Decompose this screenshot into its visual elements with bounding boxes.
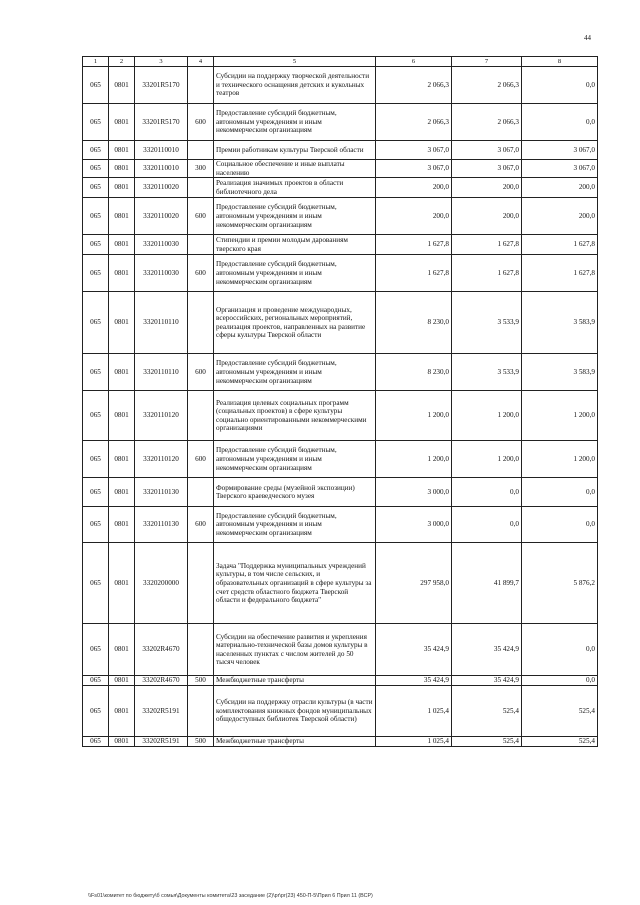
cell-admin-code: 065 <box>83 507 109 543</box>
cell-amount-year2: 200,0 <box>452 178 522 198</box>
cell-expense-type <box>188 292 214 354</box>
cell-name: Формирование среды (музейной экспозиции) Тверского краеведческого музея <box>214 478 376 507</box>
cell-admin-code: 065 <box>83 235 109 255</box>
cell-expense-type: 500 <box>188 676 214 686</box>
cell-amount-year2: 3 533,9 <box>452 354 522 391</box>
cell-amount-year2: 3 533,9 <box>452 292 522 354</box>
cell-amount-year3: 0,0 <box>522 676 598 686</box>
column-header: 6 <box>376 57 452 67</box>
table-row <box>83 624 598 676</box>
cell-amount-year1: 3 000,0 <box>376 507 452 543</box>
cell-expense-type <box>188 478 214 507</box>
cell-expense-type <box>188 178 214 198</box>
cell-name: Субсидии на поддержку отрасли культуры (в части комплектования книжных фондов муниципальных общедоступных библиотек Тверской области) <box>214 685 376 736</box>
cell-section-code: 0801 <box>109 736 135 746</box>
cell-section-code: 0801 <box>109 292 135 354</box>
table-row <box>83 104 598 141</box>
table-row <box>83 255 598 292</box>
cell-admin-code: 065 <box>83 292 109 354</box>
cell-amount-year1: 297 958,0 <box>376 543 452 624</box>
cell-name: Реализация значимых проектов в области библиотечного дела <box>214 178 376 198</box>
cell-amount-year2: 525,4 <box>452 685 522 736</box>
table-row <box>83 141 598 160</box>
cell-amount-year3: 3 067,0 <box>522 141 598 160</box>
cell-name: Стипендии и премии молодым дарованиям тверского края <box>214 235 376 255</box>
cell-admin-code: 065 <box>83 104 109 141</box>
cell-section-code: 0801 <box>109 235 135 255</box>
cell-target-article: 33201R5170 <box>135 104 188 141</box>
cell-section-code: 0801 <box>109 624 135 676</box>
cell-amount-year1: 2 066,3 <box>376 67 452 104</box>
table-row <box>83 676 598 686</box>
cell-amount-year1: 1 025,4 <box>376 685 452 736</box>
cell-amount-year1: 35 424,9 <box>376 624 452 676</box>
cell-target-article: 3320110130 <box>135 507 188 543</box>
cell-amount-year3: 3 067,0 <box>522 160 598 178</box>
column-header: 1 <box>83 57 109 67</box>
cell-amount-year3: 3 583,9 <box>522 354 598 391</box>
cell-section-code: 0801 <box>109 676 135 686</box>
column-header: 4 <box>188 57 214 67</box>
column-header: 5 <box>214 57 376 67</box>
cell-expense-type: 600 <box>188 104 214 141</box>
cell-admin-code: 065 <box>83 354 109 391</box>
table-body <box>83 67 598 747</box>
table-row <box>83 292 598 354</box>
cell-section-code: 0801 <box>109 391 135 441</box>
cell-target-article: 3320110010 <box>135 160 188 178</box>
cell-expense-type <box>188 235 214 255</box>
cell-amount-year3: 1 200,0 <box>522 441 598 478</box>
table-row <box>83 478 598 507</box>
cell-amount-year3: 0,0 <box>522 507 598 543</box>
table-row <box>83 391 598 441</box>
cell-admin-code: 065 <box>83 478 109 507</box>
cell-name: Премии работникам культуры Тверской области <box>214 141 376 160</box>
table-row <box>83 736 598 746</box>
cell-name: Субсидии на обеспечение развития и укрепления материально-технической базы домов культуры в населенных пунктах с числом жителей до 50 тысяч человек <box>214 624 376 676</box>
cell-expense-type: 600 <box>188 441 214 478</box>
cell-expense-type <box>188 141 214 160</box>
cell-target-article: 3320110120 <box>135 391 188 441</box>
cell-amount-year3: 0,0 <box>522 67 598 104</box>
table-row <box>83 507 598 543</box>
cell-name: Межбюджетные трансферты <box>214 736 376 746</box>
table-row <box>83 441 598 478</box>
table-row <box>83 235 598 255</box>
cell-section-code: 0801 <box>109 543 135 624</box>
cell-amount-year1: 35 424,9 <box>376 676 452 686</box>
cell-name: Субсидии на поддержку творческой деятельности и технического оснащения детских и кукольных театров <box>214 67 376 104</box>
cell-admin-code: 065 <box>83 685 109 736</box>
cell-amount-year1: 3 067,0 <box>376 160 452 178</box>
cell-amount-year2: 525,4 <box>452 736 522 746</box>
cell-admin-code: 065 <box>83 543 109 624</box>
cell-name: Социальное обеспечение и иные выплаты населению <box>214 160 376 178</box>
cell-section-code: 0801 <box>109 160 135 178</box>
cell-section-code: 0801 <box>109 104 135 141</box>
cell-name: Предоставление субсидий бюджетным, автономным учреждениям и иным некоммерческим организациям <box>214 507 376 543</box>
cell-amount-year1: 8 230,0 <box>376 354 452 391</box>
cell-section-code: 0801 <box>109 441 135 478</box>
cell-amount-year1: 1 200,0 <box>376 441 452 478</box>
cell-expense-type <box>188 543 214 624</box>
budget-table <box>82 56 598 747</box>
cell-target-article: 33202R4670 <box>135 624 188 676</box>
cell-target-article: 3320110130 <box>135 478 188 507</box>
cell-target-article: 3320200000 <box>135 543 188 624</box>
cell-target-article: 3320110020 <box>135 198 188 235</box>
cell-amount-year2: 200,0 <box>452 198 522 235</box>
cell-admin-code: 065 <box>83 441 109 478</box>
cell-amount-year1: 200,0 <box>376 178 452 198</box>
cell-section-code: 0801 <box>109 478 135 507</box>
header-row <box>83 57 598 67</box>
cell-target-article: 33202R4670 <box>135 676 188 686</box>
cell-amount-year3: 1 627,8 <box>522 235 598 255</box>
cell-name: Предоставление субсидий бюджетным, автономным учреждениям и иным некоммерческим организациям <box>214 255 376 292</box>
cell-amount-year3: 3 583,9 <box>522 292 598 354</box>
cell-name: Предоставление субсидий бюджетным, автономным учреждениям и иным некоммерческим организациям <box>214 198 376 235</box>
cell-amount-year2: 41 899,7 <box>452 543 522 624</box>
table-row <box>83 685 598 736</box>
cell-admin-code: 065 <box>83 67 109 104</box>
table-row <box>83 543 598 624</box>
cell-admin-code: 065 <box>83 391 109 441</box>
cell-amount-year3: 0,0 <box>522 624 598 676</box>
cell-amount-year1: 1 627,8 <box>376 235 452 255</box>
cell-admin-code: 065 <box>83 676 109 686</box>
cell-name: Реализация целевых социальных программ (социальных проектов) в сфере культуры социально ориентированными некоммерческими организациями <box>214 391 376 441</box>
cell-target-article: 33201R5170 <box>135 67 188 104</box>
cell-section-code: 0801 <box>109 141 135 160</box>
cell-name: Предоставление субсидий бюджетным, автономным учреждениям и иным некоммерческим организациям <box>214 354 376 391</box>
table-row <box>83 178 598 198</box>
cell-amount-year1: 200,0 <box>376 198 452 235</box>
cell-amount-year1: 3 067,0 <box>376 141 452 160</box>
cell-target-article: 33202R5191 <box>135 736 188 746</box>
cell-amount-year1: 1 025,4 <box>376 736 452 746</box>
cell-admin-code: 065 <box>83 178 109 198</box>
cell-amount-year2: 1 627,8 <box>452 235 522 255</box>
cell-section-code: 0801 <box>109 255 135 292</box>
cell-name: Предоставление субсидий бюджетным, автономным учреждениям и иным некоммерческим организациям <box>214 104 376 141</box>
cell-amount-year2: 0,0 <box>452 507 522 543</box>
table-row <box>83 198 598 235</box>
column-header: 2 <box>109 57 135 67</box>
cell-expense-type <box>188 391 214 441</box>
cell-expense-type: 600 <box>188 507 214 543</box>
cell-amount-year3: 1 200,0 <box>522 391 598 441</box>
table-row <box>83 354 598 391</box>
cell-target-article: 3320110110 <box>135 354 188 391</box>
cell-amount-year2: 1 200,0 <box>452 391 522 441</box>
cell-admin-code: 065 <box>83 141 109 160</box>
table-row <box>83 67 598 104</box>
cell-amount-year2: 2 066,3 <box>452 104 522 141</box>
cell-amount-year1: 2 066,3 <box>376 104 452 141</box>
cell-amount-year3: 0,0 <box>522 478 598 507</box>
cell-expense-type: 600 <box>188 198 214 235</box>
cell-amount-year3: 1 627,8 <box>522 255 598 292</box>
cell-target-article: 3320110030 <box>135 255 188 292</box>
page-number: 44 <box>584 34 591 42</box>
file-path-footer: \\Fs01\комитет по бюджету\б сомья\Документы комитета\23 заседание (2)\pr\pr(23) 450-П-5\Прил 6 Прил 11 (ВСР) <box>88 893 373 899</box>
cell-amount-year1: 1 200,0 <box>376 391 452 441</box>
cell-amount-year2: 0,0 <box>452 478 522 507</box>
cell-expense-type: 600 <box>188 354 214 391</box>
cell-amount-year2: 35 424,9 <box>452 676 522 686</box>
column-header: 7 <box>452 57 522 67</box>
column-header: 8 <box>522 57 598 67</box>
table-row <box>83 160 598 178</box>
cell-admin-code: 065 <box>83 624 109 676</box>
cell-amount-year3: 0,0 <box>522 104 598 141</box>
cell-amount-year3: 525,4 <box>522 736 598 746</box>
cell-amount-year2: 3 067,0 <box>452 141 522 160</box>
cell-amount-year3: 200,0 <box>522 198 598 235</box>
cell-expense-type <box>188 685 214 736</box>
cell-amount-year3: 5 876,2 <box>522 543 598 624</box>
cell-target-article: 3320110030 <box>135 235 188 255</box>
cell-amount-year2: 35 424,9 <box>452 624 522 676</box>
cell-amount-year1: 1 627,8 <box>376 255 452 292</box>
cell-amount-year3: 525,4 <box>522 685 598 736</box>
cell-admin-code: 065 <box>83 255 109 292</box>
cell-expense-type <box>188 67 214 104</box>
column-header: 3 <box>135 57 188 67</box>
cell-section-code: 0801 <box>109 354 135 391</box>
cell-admin-code: 065 <box>83 160 109 178</box>
cell-amount-year2: 3 067,0 <box>452 160 522 178</box>
cell-section-code: 0801 <box>109 178 135 198</box>
cell-amount-year1: 3 000,0 <box>376 478 452 507</box>
cell-expense-type: 300 <box>188 160 214 178</box>
cell-section-code: 0801 <box>109 507 135 543</box>
cell-target-article: 3320110120 <box>135 441 188 478</box>
cell-admin-code: 065 <box>83 736 109 746</box>
cell-expense-type <box>188 624 214 676</box>
cell-target-article: 33202R5191 <box>135 685 188 736</box>
cell-target-article: 3320110110 <box>135 292 188 354</box>
cell-amount-year1: 8 230,0 <box>376 292 452 354</box>
cell-expense-type: 500 <box>188 736 214 746</box>
cell-section-code: 0801 <box>109 685 135 736</box>
cell-admin-code: 065 <box>83 198 109 235</box>
cell-name: Задача "Поддержка муниципальных учреждений культуры, в том числе сельских, и образовательных организаций в сфере культуры за счет средств областного бюджета Тверской области и федерального бюджета" <box>214 543 376 624</box>
cell-name: Предоставление субсидий бюджетным, автономным учреждениям и иным некоммерческим организациям <box>214 441 376 478</box>
cell-name: Организация и проведение международных, всероссийских, региональных мероприятий, реализация проектов, направленных на развитие сферы культуры Тверской области <box>214 292 376 354</box>
cell-amount-year3: 200,0 <box>522 178 598 198</box>
cell-amount-year2: 1 627,8 <box>452 255 522 292</box>
cell-expense-type: 600 <box>188 255 214 292</box>
cell-target-article: 3320110020 <box>135 178 188 198</box>
cell-name: Межбюджетные трансферты <box>214 676 376 686</box>
cell-section-code: 0801 <box>109 198 135 235</box>
cell-amount-year2: 1 200,0 <box>452 441 522 478</box>
cell-target-article: 3320110010 <box>135 141 188 160</box>
cell-section-code: 0801 <box>109 67 135 104</box>
cell-amount-year2: 2 066,3 <box>452 67 522 104</box>
